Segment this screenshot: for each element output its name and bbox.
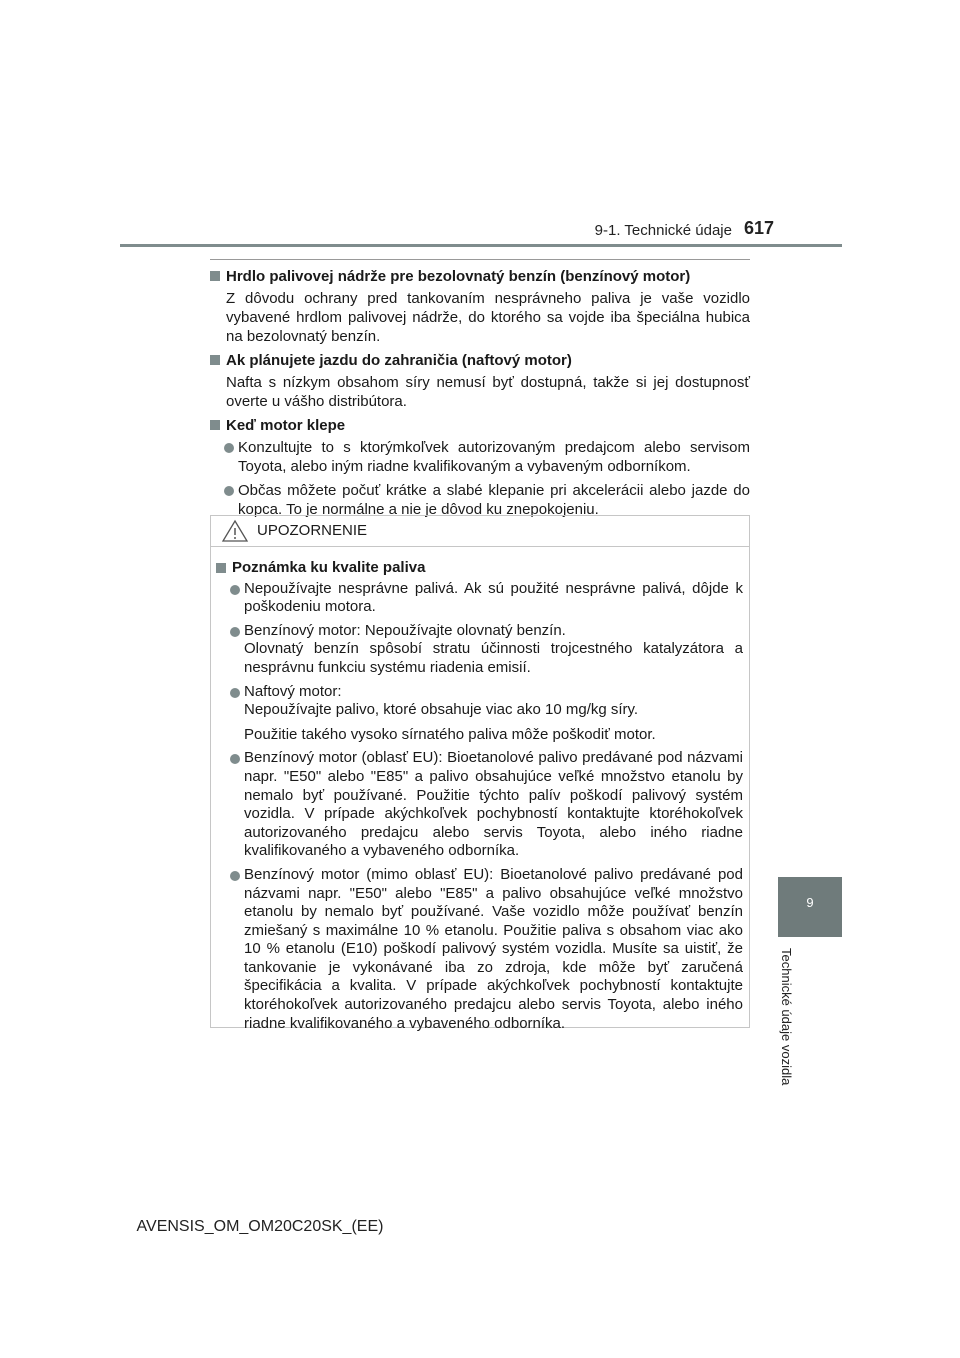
round-bullet-icon [224,486,234,496]
warning-item [216,866,743,1033]
section-paragraph: Nafta s nízkym obsahom síry nemusí byť dostupná, takže si jej dostupnosť overte u vášho distribútora. [226,374,750,410]
list-item-text: Konzultujte to s ktorýmkoľvek autorizovaným predajcom alebo servisom Toyota, alebo iným riadne kvalifikovaným a vybaveným odborníkom. [238,439,750,475]
chapter-label-text: Technické údaje vozidla [779,948,794,1086]
chapter-tab [778,877,842,937]
square-bullet-icon [210,420,220,430]
square-bullet-icon [216,563,226,573]
round-bullet-icon [230,627,240,637]
section-heading-text: Ak plánujete jazdu do zahraničia (naftový motor) [226,352,572,369]
warning-item-text: Naftový motor: [244,682,342,700]
round-bullet-icon [230,585,240,595]
warning-item-text: Nepoužívajte nesprávne palivá. Ak sú použité nesprávne palivá, dôjde k poškodeniu motora. [244,579,743,616]
square-bullet-icon [210,271,220,281]
warning-item-note: Použitie takého vysoko sírnatého paliva môže poškodiť motor. [244,725,656,743]
page-header [120,216,842,246]
section-heading-text: Hrdlo palivovej nádrže pre bezolovnatý benzín (benzínový motor) [226,268,691,285]
round-bullet-icon [230,871,240,881]
warning-item-text: Benzínový motor (oblasť EU): Bioetanolové palivo predávané pod názvami napr. "E50" alebo "E85" a palivo obsahujúce veľké množstvo etanolu by nemalo byť používané. Použitie týchto palív poškodí palivový systém vozidla. V prípade akýchkoľvek pochybností kontaktujte ktoréhokoľvek autorizovaného predajcu alebo servis Toyota, alebo iného riadne kvalifikovaného a vybaveného odborníka. [244,749,743,860]
section-heading [210,267,750,286]
warning-item-text: Olovnatý benzín spôsobí stratu účinnosti trojcestného katalyzátora a nesprávnu funkciu systému riadenia emisií. [244,640,743,676]
warning-body [211,547,749,1033]
list-item [210,438,750,476]
round-bullet-icon [230,754,240,764]
warning-item [216,683,743,745]
section-heading [210,351,750,370]
warning-section-heading [216,559,743,578]
chapter-label [770,948,818,1108]
warning-item [216,622,743,678]
warning-box [210,515,750,1032]
round-bullet-icon [224,443,234,453]
section-heading-text: Keď motor klepe [226,417,346,434]
warning-header [211,516,749,547]
warning-item-text: Benzínový motor (mimo oblasť EU): Bioetanolové palivo predávané pod názvami napr. "E50" alebo "E85" a palivo obsahujúce veľké množstvo etanolu by nemalo byť používané. Vaše vozidlo môže používať benzín zmiešaný s maximálne 10 % etanolu. Použitie paliva s obsahom viac ako 10 % etanolu (E10) poškodí palivový systém vozidla. Musíte sa uistiť, že tankovanie je vykonávané iba zo zdroja, kde môže byť zaručená špecifikácia a kvalita. V prípade akýchkoľvek pochybností kontaktujte ktoréhokoľvek autorizovaného predajcu alebo servis Toyota, alebo iného riadne kvalifikovaného a vybaveného odborníka. [244,865,743,1032]
warning-item [216,580,743,617]
warning-item-text: Benzínový motor: Nepoužívajte olovnatý benzín. [244,621,566,639]
document-code: AVENSIS_OM_OM20C20SK_(EE) [136,1218,384,1235]
list-item-text: Občas môžete počuť krátke a slabé klepanie pri akcelerácii alebo jazde do kopca. To je normálne a nie je dôvod ku znepokojeniu. [238,482,750,518]
round-bullet-icon [230,688,240,698]
section-paragraph: Z dôvodu ochrany pred tankovaním nesprávneho paliva je vaše vozidlo vybavené hrdlom palivovej nádrže, do ktorého sa vojde iba špeciálna hubica na bezolovnatý benzín. [226,290,750,345]
header-rule [120,244,842,247]
warning-section-heading-text: Poznámka ku kvalite paliva [232,559,426,576]
square-bullet-icon [210,355,220,365]
chapter-number: 9 [806,895,814,910]
page-number: 617 [743,218,774,238]
warning-title: UPOZORNENIE [257,522,368,539]
warning-item-text: Nepoužívajte palivo, ktoré obsahuje viac ako 10 mg/kg síry. [244,701,639,719]
content-rule [210,259,750,260]
list-item [210,481,750,519]
warning-item [216,749,743,861]
warning-triangle-icon [221,519,249,543]
section-heading [210,416,750,435]
main-content [210,259,750,524]
section-title: 9-1. Technické údaje [594,222,732,239]
